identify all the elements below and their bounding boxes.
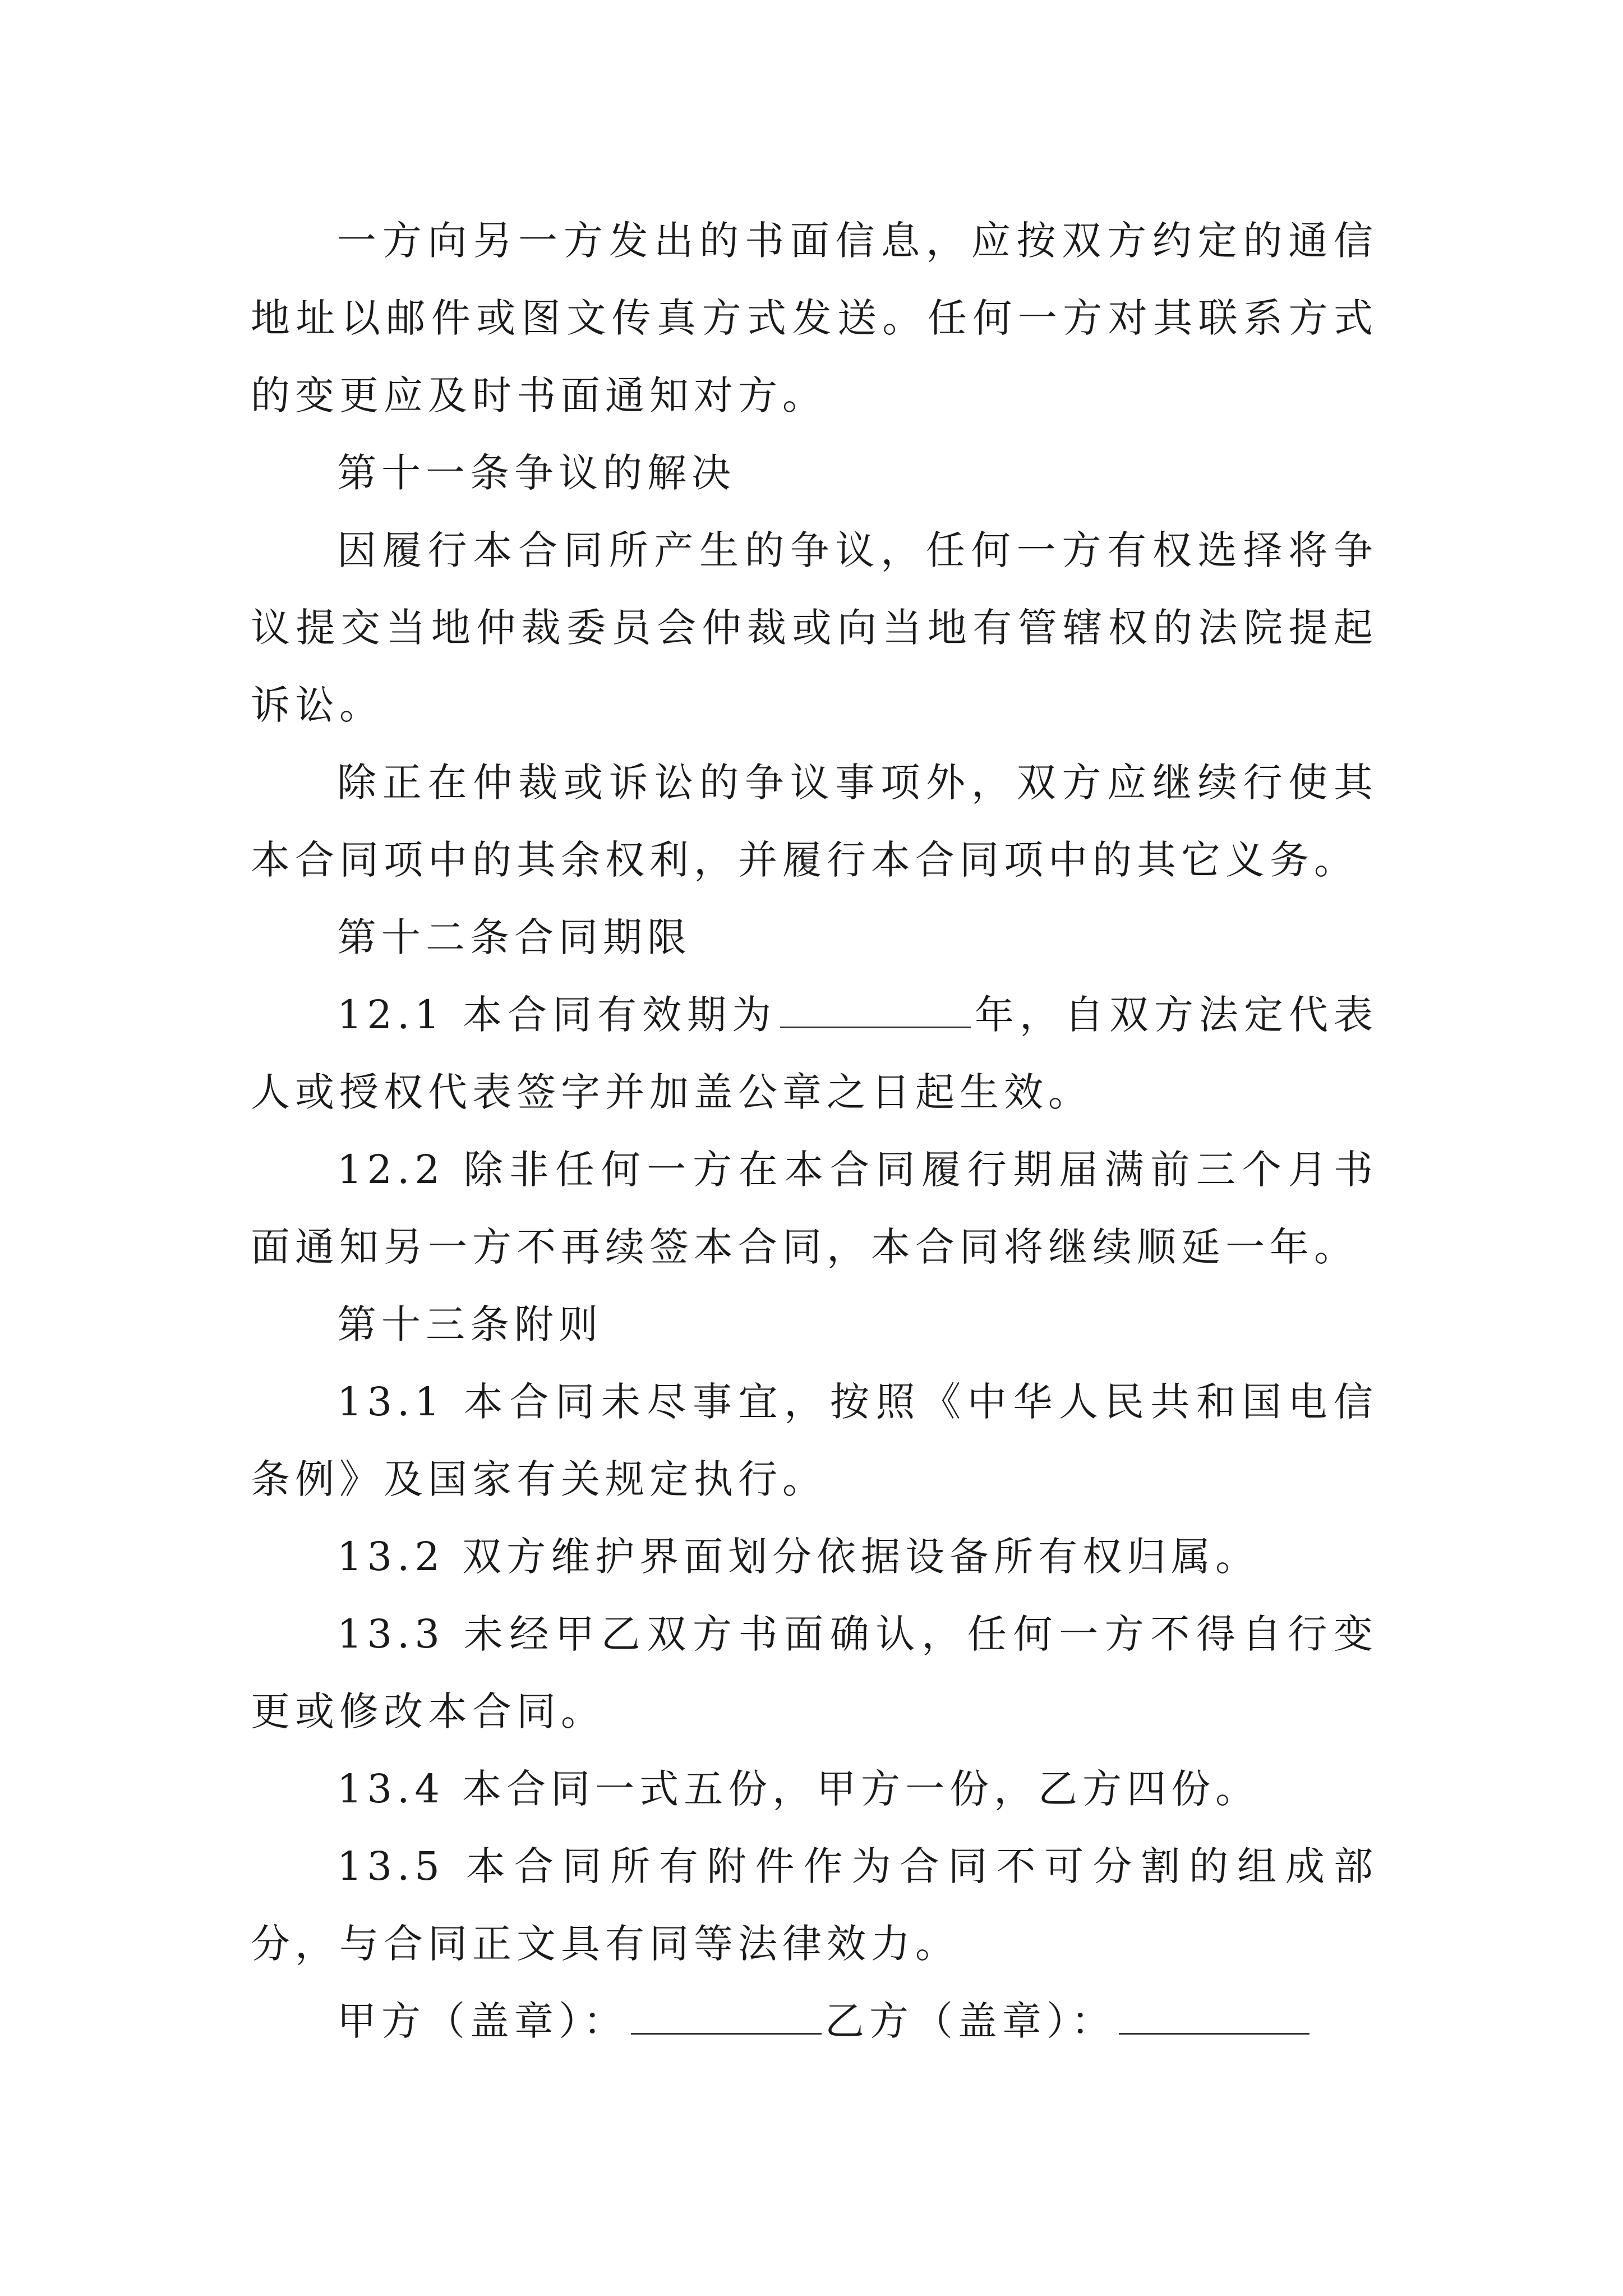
paragraph-13-5: 13.5 本合同所有附件作为合同不可分割的组成部分，与合同正文具有同等法律效力。 [251, 1843, 1378, 1967]
contract-body [251, 202, 1378, 2060]
paragraph-notice: 一方向另一方发出的书面信息，应按双方约定的通信地址以邮件或图文传真方式发送。任何一方对其联系方式的变更应及时书面通知对方。 [251, 218, 1378, 418]
party-b-label: 乙方（盖章）： [825, 1998, 1115, 2044]
paragraph-12-1-before: 12.1 本合同有效期为 [337, 992, 777, 1038]
heading-article-13: 第十三条附则 [337, 1301, 603, 1347]
paragraph-dispute-resolution: 因履行本合同所产生的争议，任何一方有权选择将争议提交当地仲裁委员会仲裁或向当地有管辖权的法院提起诉讼。 [251, 527, 1378, 728]
paragraph-13-2: 13.2 双方维护界面划分依据设备所有权归属。 [337, 1534, 1260, 1580]
paragraph-13-4: 13.4 本合同一式五份，甲方一份，乙方四份。 [337, 1766, 1260, 1812]
party-a-label: 甲方（盖章）： [337, 1998, 628, 2044]
term-years-blank[interactable] [780, 993, 971, 1028]
party-a-seal-blank[interactable] [631, 1999, 822, 2035]
paragraph-13-3: 13.3 未经甲乙双方书面确认，任何一方不得自行变更或修改本合同。 [251, 1611, 1378, 1734]
paragraph-continue-obligations: 除正在仲裁或诉讼的争议事项外，双方应继续行使其本合同项中的其余权利，并履行本合同项中的其它义务。 [251, 760, 1378, 883]
paragraph-12-1-after: 年，自双方法定代表人或授权代表签字并加盖公章之日起生效。 [251, 992, 1378, 1115]
paragraph-12-1 [251, 976, 1378, 1131]
paragraph-12-2: 12.2 除非任何一方在本合同履行期届满前三个月书面通知另一方不再续签本合同，本合同将继续顺延一年。 [251, 1147, 1378, 1270]
heading-article-12: 第十二条合同期限 [337, 914, 691, 960]
paragraph-13-1: 13.1 本合同未尽事宜，按照《中华人民共和国电信条例》及国家有关规定执行。 [251, 1379, 1378, 1502]
signature-row [251, 1982, 1378, 2060]
heading-article-11: 第十一条争议的解决 [337, 450, 736, 496]
party-b-seal-blank[interactable] [1119, 1999, 1310, 2035]
